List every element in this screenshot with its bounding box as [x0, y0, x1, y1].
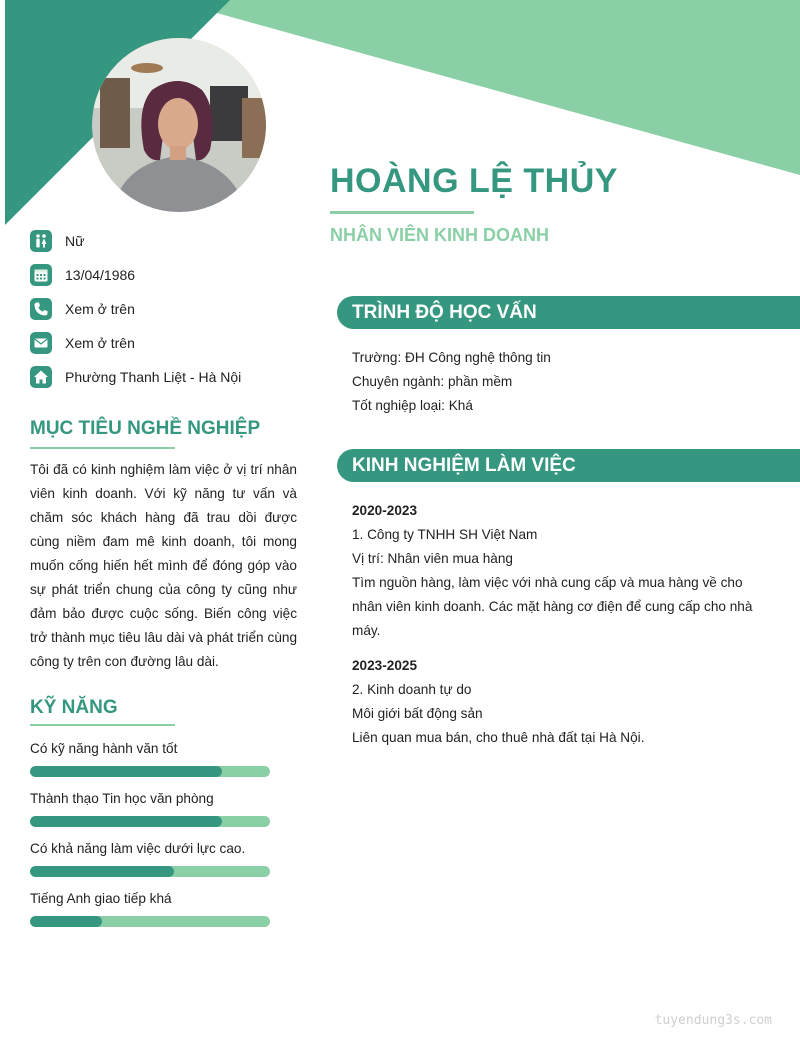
skills-underline — [30, 724, 175, 726]
education-banner: TRÌNH ĐỘ HỌC VẤN — [337, 296, 800, 329]
calendar-icon — [30, 264, 52, 286]
light-green-triangle — [170, 0, 800, 175]
experience-description: Liên quan mua bán, cho thuê nhà đất tại Hà Nội. — [352, 730, 645, 745]
experience-banner: KINH NGHIỆM LÀM VIỆC — [337, 449, 800, 482]
education-grade: Tốt nghiệp loại: Khá — [352, 398, 473, 413]
experience-item — [352, 499, 772, 643]
avatar — [92, 38, 266, 212]
skill-label: Tiếng Anh giao tiếp khá — [30, 891, 172, 906]
contact-birthday — [30, 258, 241, 292]
full-name: HOÀNG LỆ THỦY — [330, 162, 618, 200]
skill-item — [30, 888, 270, 938]
watermark: tuyendung3s.com — [654, 1013, 772, 1028]
skill-item — [30, 738, 270, 788]
skill-level-fill — [30, 916, 102, 927]
home-icon — [30, 366, 52, 388]
experience-position: Vị trí: Nhân viên mua hàng — [352, 551, 513, 566]
education-major: Chuyên ngành: phần mềm — [352, 374, 513, 389]
email-text: Xem ở trên — [65, 335, 135, 351]
job-title: NHÂN VIÊN KINH DOANH — [330, 225, 550, 245]
skill-bar — [30, 916, 270, 927]
gender-text: Nữ — [65, 233, 85, 249]
contact-phone — [30, 292, 241, 326]
skill-item — [30, 838, 270, 888]
skill-label: Có kỹ năng hành văn tốt — [30, 741, 178, 756]
education-details — [352, 346, 551, 418]
address-text: Phường Thanh Liệt - Hà Nội — [65, 369, 242, 385]
experience-company: 2. Kinh doanh tự do — [352, 682, 472, 697]
experience-description: Tìm nguồn hàng, làm việc với nhà cung cấp và mua hàng về cho nhân viên kinh doanh. Các mặt hàng cơ điện để cung cấp cho nhà máy. — [352, 575, 753, 638]
experience-list — [352, 499, 772, 761]
skills-title: KỸ NĂNG — [30, 697, 118, 718]
skill-level-fill — [30, 866, 174, 877]
contact-gender — [30, 224, 241, 258]
objective-title: MỤC TIÊU NGHỀ NGHIỆP — [30, 418, 261, 439]
experience-company: 1. Công ty TNHH SH Việt Nam — [352, 527, 538, 542]
skill-bar — [30, 866, 270, 877]
contact-address — [30, 360, 241, 394]
skills-list — [30, 738, 270, 938]
contact-email — [30, 326, 241, 360]
skill-label: Thành thạo Tin học văn phòng — [30, 791, 214, 806]
education-school: Trường: ĐH Công nghệ thông tin — [352, 350, 551, 365]
gender-icon — [30, 230, 52, 252]
skill-level-fill — [30, 816, 222, 827]
skill-level-fill — [30, 766, 222, 777]
objective-text: Tôi đã có kinh nghiệm làm việc ở vị trí nhân viên kinh doanh. Với kỹ năng tư vấn và chăm sóc khách hàng đã trau dồi được cùng niềm đam mê kinh doanh, tôi mong muốn cống hiến hết mình để đóng góp vào sự phát triển chung của công ty cũng như đảm bảo được cuộc sống. Biến công việc trở thành mục tiêu lâu dài và phát triển cùng công ty trên con đường lâu dài. — [30, 462, 297, 669]
experience-position: Môi giới bất động sản — [352, 706, 483, 721]
skill-bar — [30, 766, 270, 777]
birthday-text: 13/04/1986 — [65, 267, 136, 283]
skill-label: Có khả năng làm việc dưới lực cao. — [30, 841, 246, 856]
experience-item — [352, 654, 772, 750]
skill-bar — [30, 816, 270, 827]
contact-list — [30, 224, 241, 394]
name-underline — [330, 211, 474, 214]
email-icon — [30, 332, 52, 354]
phone-text: Xem ở trên — [65, 301, 135, 317]
experience-period: 2023-2025 — [352, 658, 418, 673]
portrait-photo — [92, 38, 266, 212]
experience-period: 2020-2023 — [352, 503, 418, 518]
skill-item — [30, 788, 270, 838]
objective-underline — [30, 447, 175, 449]
phone-icon — [30, 298, 52, 320]
